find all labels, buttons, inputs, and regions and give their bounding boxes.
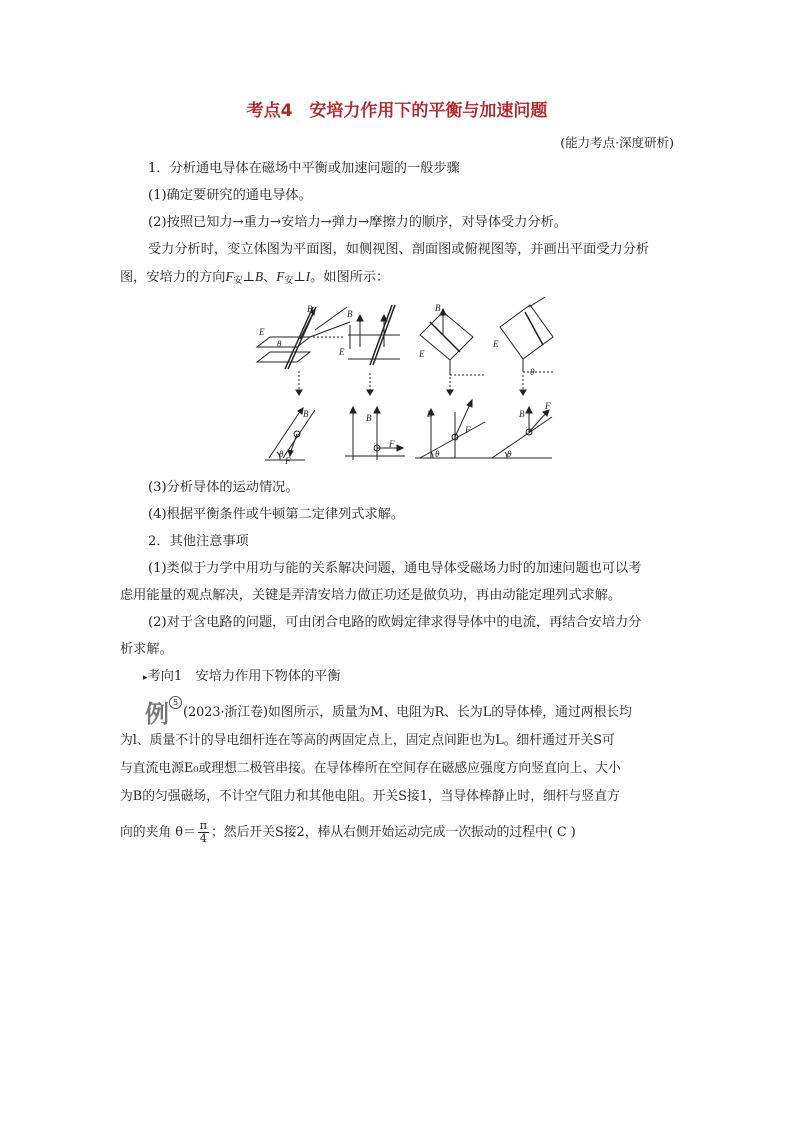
label-theta: θ xyxy=(507,449,512,459)
force-analysis-figure xyxy=(255,297,555,465)
notes-heading: 2．其他注意事项 xyxy=(148,534,249,549)
example-line: 向的夹角 θ＝ $\frac{\pi}{4}$ ；然后开关S接2，棒从右侧开始运动完成一次振动的过程中( C ) xyxy=(120,819,576,845)
step-2: (2)按照已知力→重力→安培力→弹力→摩擦力的顺序，对导体受力分析。 xyxy=(148,215,567,230)
step-4: (4)根据平衡条件或牛顿第二定律列式求解。 xyxy=(148,507,405,522)
section-title: 考点4 安培力作用下的平衡与加速问题 xyxy=(246,101,548,121)
panel-3d-1 xyxy=(257,307,350,395)
example-line: (2023·浙江卷)如图所示，质量为M、电阻为R、长为L的导体棒，通过两根长均 xyxy=(183,705,632,720)
label-B: B xyxy=(519,409,525,419)
note-1-line: (1)类似于力学中用功与能的关系解决问题，通电导体受磁场力时的加速问题也可以考 xyxy=(148,561,642,576)
triangle-icon: ▸ xyxy=(143,673,148,683)
label-F: F xyxy=(389,439,395,449)
label-F: F xyxy=(545,401,551,411)
step-3: (3)分析导体的运动情况。 xyxy=(148,480,299,495)
section-subtitle: (能力考点·深度研析) xyxy=(560,135,674,150)
note-1-line: 虑用能量的观点解决，关键是弄清安培力做正功还是做负功，再由动能定理列式求解。 xyxy=(120,588,622,603)
label-E: E xyxy=(419,349,425,359)
example-line: 为l、质量不计的导电细杆连在等高的两固定点上，固定点间距也为L。细杆通过开关S可 xyxy=(120,733,615,748)
label-B: B xyxy=(427,409,433,419)
step-heading: 1．分析通电导体在磁场中平衡或加速问题的一般步骤 xyxy=(148,161,460,176)
label-F: F xyxy=(285,456,291,465)
note-2-line: (2)对于含电路的问题，可由闭合电路的欧姆定律求得导体中的电流，再结合安培力分 xyxy=(148,615,642,630)
panel-3d-3 xyxy=(420,309,485,395)
label-B: B xyxy=(435,303,441,313)
label-theta: θ xyxy=(277,339,282,349)
label-B: B xyxy=(347,309,353,319)
note-2-line: 析求解。 xyxy=(120,642,173,657)
label-E: E xyxy=(259,327,265,337)
step-1: (1)确定要研究的通电导体。 xyxy=(148,188,312,203)
paragraph-line: 图，安培力的方向$F_安\perp B$、$F_安\perp I$。如图所示： xyxy=(120,269,390,286)
label-E: E xyxy=(493,339,499,349)
label-theta: θ xyxy=(279,449,284,459)
label-theta: θ xyxy=(530,367,535,377)
example-line: 与直流电源E₀或理想二极管串接。在导体棒所在空间存在磁感应强度方向竖直向上、大小 xyxy=(120,761,621,776)
fraction: $\frac{\pi}{4}$ xyxy=(199,819,207,845)
panel-3d-2 xyxy=(348,305,400,395)
label-B: B xyxy=(303,409,309,419)
label-B: B xyxy=(366,413,372,423)
example-line: 为B的匀强磁场，不计空气阻力和其他电阻。开关S接1，当导体棒静止时，细杆与竖直方 xyxy=(120,789,620,804)
example-number: 5 xyxy=(169,696,182,709)
label-B: B xyxy=(307,304,313,314)
panel-2d-2 xyxy=(345,407,405,460)
label-theta: θ xyxy=(435,449,440,459)
paragraph-line: 受力分析时，变立体图为平面图，如侧视图、剖面图或俯视图等，并画出平面受力分析 xyxy=(148,242,650,257)
panel-3d-4 xyxy=(500,297,555,395)
direction-heading: ▸考向1 安培力作用下物体的平衡 xyxy=(143,669,341,684)
label-E: E xyxy=(339,347,345,357)
example-mark: 例 xyxy=(145,700,168,728)
label-F: F xyxy=(465,425,471,435)
